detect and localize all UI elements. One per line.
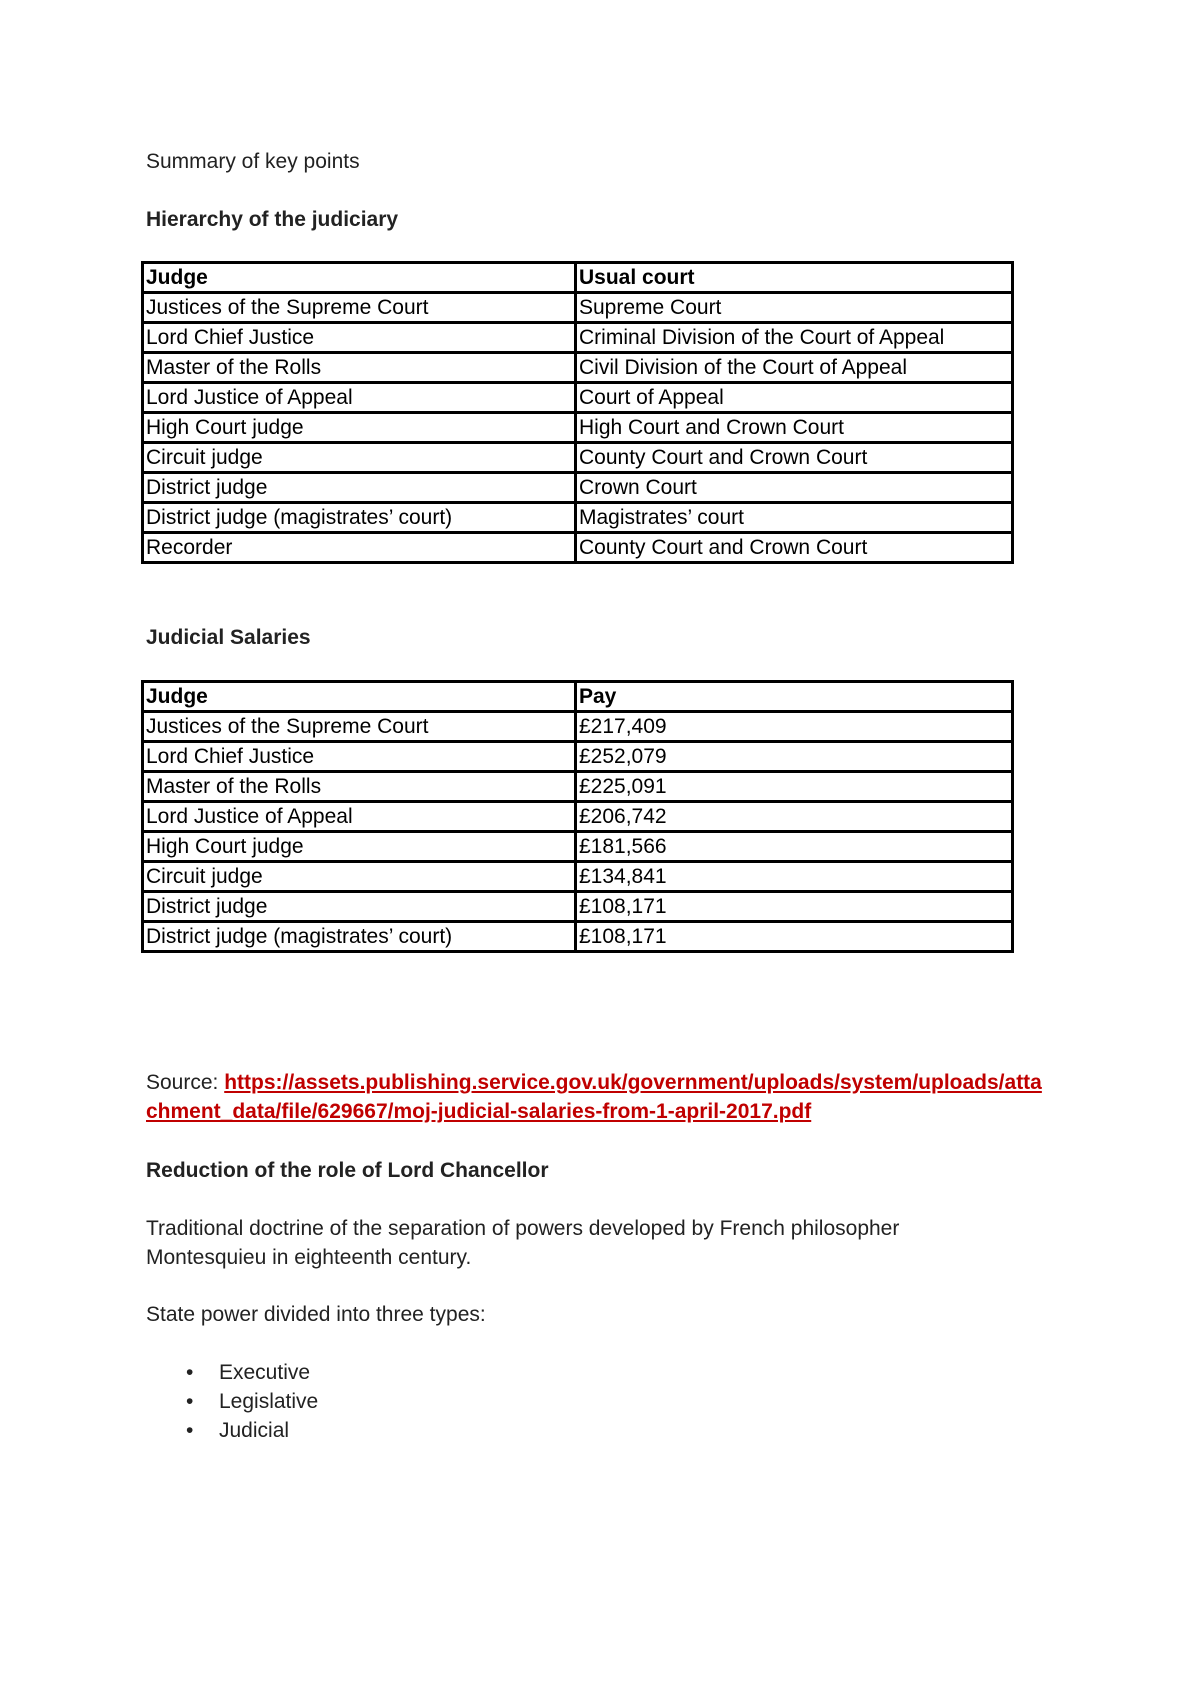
judge-cell: Lord Justice of Appeal xyxy=(143,383,576,413)
court-cell: Supreme Court xyxy=(576,293,1013,323)
judge-cell: Lord Justice of Appeal xyxy=(143,802,576,832)
table-row xyxy=(143,473,1013,503)
source-link-line-2: chment_data/file/629667/moj-judicial-salaries-from-1-april-2017.pdf xyxy=(146,1100,812,1123)
court-cell: Magistrates’ court xyxy=(576,503,1013,533)
lord-chancellor-section-title: Reduction of the role of Lord Chancellor xyxy=(146,1159,549,1182)
pay-cell: £206,742 xyxy=(576,802,1013,832)
bullet-icon: • xyxy=(186,1390,194,1413)
judge-cell: Lord Chief Justice xyxy=(143,323,576,353)
table-row xyxy=(143,772,1013,802)
source-link[interactable] xyxy=(146,1071,1042,1123)
table-row xyxy=(143,353,1013,383)
table-row xyxy=(143,383,1013,413)
source-citation xyxy=(146,1068,1086,1126)
state-power-intro: State power divided into three types: xyxy=(146,1303,486,1326)
judge-cell: Circuit judge xyxy=(143,443,576,473)
table-row xyxy=(143,413,1013,443)
salaries-section-title: Judicial Salaries xyxy=(146,626,311,649)
table-header-row xyxy=(143,263,1013,293)
judge-cell: Justices of the Supreme Court xyxy=(143,712,576,742)
table-row xyxy=(143,712,1013,742)
table-row xyxy=(143,862,1013,892)
court-cell: County Court and Crown Court xyxy=(576,533,1013,563)
list-item xyxy=(146,1387,318,1416)
judge-cell: District judge xyxy=(143,892,576,922)
column-header-judge: Judge xyxy=(143,263,576,293)
pay-cell: £134,841 xyxy=(576,862,1013,892)
list-item-label: Executive xyxy=(219,1361,311,1384)
pay-cell: £217,409 xyxy=(576,712,1013,742)
judge-cell: Justices of the Supreme Court xyxy=(143,293,576,323)
judge-cell: Circuit judge xyxy=(143,862,576,892)
judge-cell: Lord Chief Justice xyxy=(143,742,576,772)
list-item-label: Judicial xyxy=(219,1419,290,1442)
list-item-label: Legislative xyxy=(219,1390,319,1413)
doctrine-paragraph-line-1: Traditional doctrine of the separation of powers developed by French philosopher xyxy=(146,1217,900,1240)
judge-cell: High Court judge xyxy=(143,413,576,443)
doctrine-paragraph-line-2: Montesquieu in eighteenth century. xyxy=(146,1246,472,1269)
judge-cell: District judge xyxy=(143,473,576,503)
table-row xyxy=(143,503,1013,533)
table-row xyxy=(143,323,1013,353)
pay-cell: £108,171 xyxy=(576,892,1013,922)
hierarchy-section-title: Hierarchy of the judiciary xyxy=(146,208,399,231)
table-row xyxy=(143,922,1013,952)
column-header-usual-court: Usual court xyxy=(576,263,1013,293)
table-row xyxy=(143,742,1013,772)
table-header-row xyxy=(143,682,1013,712)
list-item xyxy=(146,1416,318,1445)
document-heading: Summary of key points xyxy=(146,150,360,173)
judge-cell: District judge (magistrates’ court) xyxy=(143,503,576,533)
court-cell: Criminal Division of the Court of Appeal xyxy=(576,323,1013,353)
column-header-pay: Pay xyxy=(576,682,1013,712)
judicial-salaries-table xyxy=(141,680,1014,953)
judge-cell: Master of the Rolls xyxy=(143,772,576,802)
bullet-icon: • xyxy=(186,1419,194,1442)
table-row xyxy=(143,533,1013,563)
court-cell: Civil Division of the Court of Appeal xyxy=(576,353,1013,383)
column-header-judge: Judge xyxy=(143,682,576,712)
pay-cell: £225,091 xyxy=(576,772,1013,802)
table-row xyxy=(143,832,1013,862)
pay-cell: £252,079 xyxy=(576,742,1013,772)
source-label: Source: xyxy=(146,1071,225,1094)
court-cell: County Court and Crown Court xyxy=(576,443,1013,473)
court-cell: Court of Appeal xyxy=(576,383,1013,413)
court-cell: Crown Court xyxy=(576,473,1013,503)
list-item xyxy=(146,1358,318,1387)
judge-cell: Master of the Rolls xyxy=(143,353,576,383)
judge-cell: Recorder xyxy=(143,533,576,563)
pay-cell: £181,566 xyxy=(576,832,1013,862)
judge-cell: High Court judge xyxy=(143,832,576,862)
table-row xyxy=(143,802,1013,832)
bullet-icon: • xyxy=(186,1361,194,1384)
table-row xyxy=(143,293,1013,323)
judiciary-hierarchy-table xyxy=(141,261,1014,564)
pay-cell: £108,171 xyxy=(576,922,1013,952)
source-link-line-1: https://assets.publishing.service.gov.uk/government/uploads/system/uploads/atta xyxy=(224,1071,1042,1094)
judge-cell: District judge (magistrates’ court) xyxy=(143,922,576,952)
court-cell: High Court and Crown Court xyxy=(576,413,1013,443)
state-power-list xyxy=(146,1358,318,1445)
table-row xyxy=(143,443,1013,473)
table-row xyxy=(143,892,1013,922)
